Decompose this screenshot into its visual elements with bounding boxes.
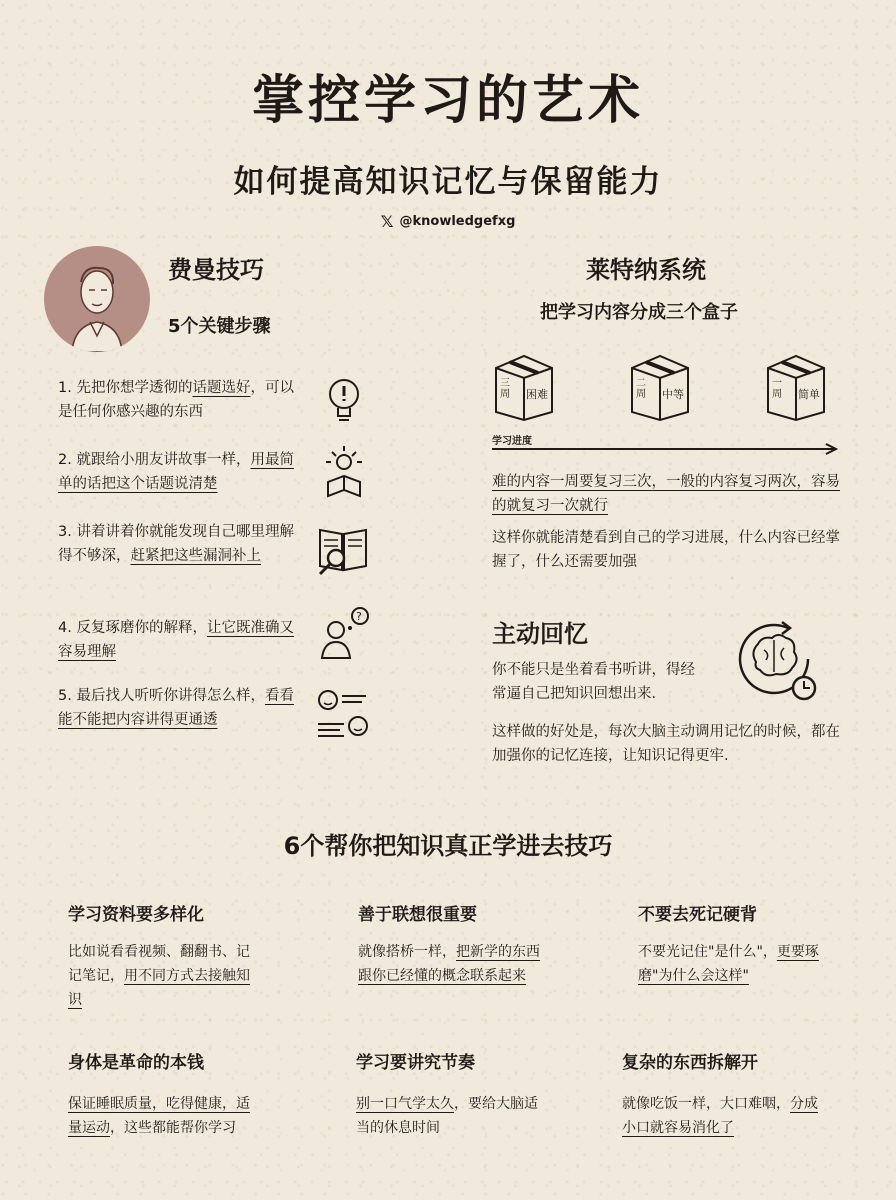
tip-1-plain: 比如说看看视频、翻翻书、记记笔记，	[68, 944, 250, 984]
step-1-text: 1. 先把你想学透彻的	[58, 380, 193, 396]
tip-3-text	[638, 940, 834, 988]
tip-3-heading: 不要去死记硬背	[638, 905, 757, 925]
active-recall-title: 主动回忆	[492, 620, 588, 648]
tip-4-tail: ，这些都能帮你学习	[110, 1120, 236, 1136]
step-1-tail: ，可以是任何你感兴趣的东西	[58, 380, 294, 420]
box-medium-freq: 二周	[636, 378, 646, 400]
step-5-text: 5. 最后找人听听你讲得怎么样，	[58, 688, 265, 704]
tip-1-highlight: 用不同方式去接触知识	[68, 968, 250, 1008]
tip-5-text	[356, 1092, 542, 1140]
step-3-text: 3. 讲着讲着你就能发现自己哪里理解得不够深，	[58, 524, 294, 564]
box-hard-freq: 三周	[500, 378, 510, 400]
feynman-step-5	[58, 684, 298, 732]
tip-1-text	[68, 940, 254, 1012]
tip-6-highlight: 分成小口就容易消化了	[622, 1096, 818, 1136]
feynman-portrait	[44, 246, 150, 352]
tip-2-text	[358, 940, 544, 988]
page-title: 掌控学习的艺术	[251, 71, 644, 131]
progress-label: 学习进度	[492, 436, 532, 447]
step-2-highlight: 用最简单的话把这个话题说清楚	[58, 452, 294, 492]
feynman-step-1	[58, 376, 298, 424]
tip-5-highlight: 别一口气学太久	[356, 1096, 454, 1112]
progress-arrow	[492, 440, 842, 454]
tip-5-heading: 学习要讲究节奏	[356, 1053, 475, 1073]
feynman-step-3	[58, 520, 298, 568]
feynman-step-2	[58, 448, 298, 496]
tip-6-plain: 就像吃饭一样，大口难咽，	[622, 1096, 790, 1112]
feynman-title: 费曼技巧	[168, 256, 264, 284]
tip-2-plain: 就像搭桥一样，	[358, 944, 456, 960]
tip-6-text	[622, 1092, 828, 1140]
active-recall-text-2: 这样做的好处是，每次大脑主动调用记忆的时候，都在加强你的记忆连接，让知识记得更牢.	[492, 724, 840, 764]
box-easy-freq: 一周	[772, 378, 782, 400]
book-magnifier-icon	[314, 520, 374, 580]
x-logo-icon: 𝕏	[380, 212, 394, 231]
tip-5-tail: ，要给大脑适当的休息时间	[356, 1096, 538, 1136]
brain-clock-icon	[728, 612, 822, 706]
leitner-title: 莱特纳系统	[586, 256, 706, 284]
leitner-subtitle: 把学习内容分成三个盒子	[540, 302, 738, 323]
tip-2-heading: 善于联想很重要	[358, 905, 477, 925]
tip-3-plain: 不要光记住"是什么"，	[638, 944, 777, 960]
box-medium-level: 中等	[662, 388, 684, 401]
step-2-text: 2. 就跟给小朋友讲故事一样，	[58, 452, 251, 468]
feynman-subtitle: 5个关键步骤	[168, 316, 271, 337]
step-4-highlight: 让它既准确又容易理解	[58, 620, 294, 660]
box-hard-level: 困难	[526, 388, 548, 401]
tip-1-heading: 学习资料要多样化	[68, 905, 204, 925]
tip-3-highlight: 更要琢磨"为什么会这样"	[638, 944, 819, 984]
tip-2-highlight: 把新学的东西跟你已经懂的概念联系起来	[358, 944, 540, 984]
reading-person-icon	[314, 444, 374, 504]
author-handle[interactable]	[0, 212, 896, 231]
tip-6-heading: 复杂的东西拆解开	[622, 1053, 758, 1073]
step-5-highlight: 看看能不能把内容讲得更通透	[58, 688, 294, 728]
step-4-text: 4. 反复琢磨你的解释，	[58, 620, 207, 636]
handle-text: @knowledgefxg	[399, 214, 516, 229]
tip-4-heading: 身体是革命的本钱	[68, 1053, 204, 1073]
thinking-person-icon	[314, 604, 374, 664]
box-easy-level: 简单	[798, 388, 820, 401]
active-recall-text-1: 你不能只是坐着看书听讲，得经常逼自己把知识回想出来.	[492, 662, 695, 702]
feynman-step-4	[58, 616, 298, 664]
chat-faces-icon	[314, 686, 374, 746]
lightbulb-icon	[314, 372, 374, 432]
tip-4-highlight: 保证睡眠质量，吃得健康，适量运动	[68, 1096, 250, 1136]
tip-4-text	[68, 1092, 254, 1140]
tips-title: 6个帮你把知识真正学进去技巧	[283, 832, 613, 860]
step-3-highlight: 赶紧把这些漏洞补上	[130, 548, 261, 564]
step-1-highlight: 话题选好	[192, 380, 251, 396]
svg-text:?: ?	[356, 610, 362, 623]
leitner-note-underlined: 难的内容一周要复习三次，一般的内容复习两次，容易的就复习一次就行	[492, 474, 840, 514]
page-subtitle: 如何提高知识记忆与保留能力	[233, 164, 663, 200]
leitner-note: 这样你就能清楚看到自己的学习进展，什么内容已经掌握了，什么还需要加强	[492, 530, 840, 570]
